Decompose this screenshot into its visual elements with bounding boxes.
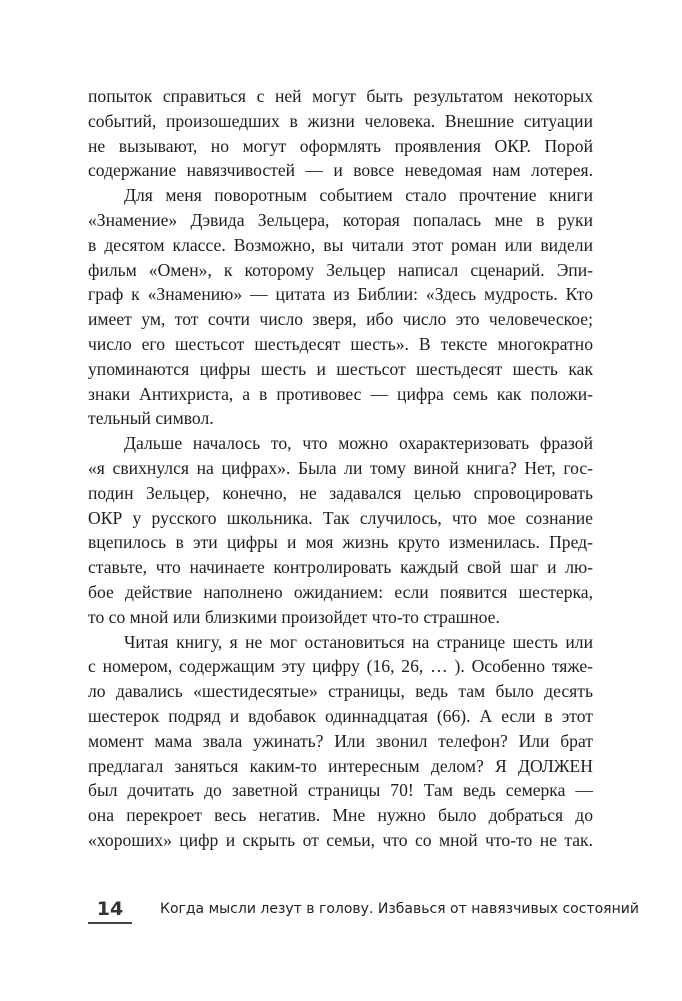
text-line: с номером, содержащим эту цифру (16, 26, … ). Особенно тяже- — [88, 656, 593, 677]
text-line: упоминаются цифры шесть и шестьсот шестьдесят шесть как — [88, 358, 593, 379]
body-text — [88, 84, 593, 853]
text-line: в десятом классе. Возможно, вы читали этот роман или видели — [88, 234, 593, 255]
text-line: тельный символ. — [88, 408, 214, 429]
text-line: момент мама звала ужинать? Или звонил телефон? Или брат — [88, 730, 593, 751]
text-line: ОКР у русского школьника. Так случилось, что мое сознание — [88, 507, 593, 528]
text-line: не вызывают, но могут оформлять проявления ОКР. Порой — [88, 135, 593, 156]
text-line: бое действие наполнено ожиданием: если появится шестерка, — [88, 581, 593, 602]
text-line: Для меня поворотным событием стало прочтение книги — [124, 185, 593, 206]
text-line: попыток справиться с ней могут быть результатом некоторых — [88, 86, 593, 106]
page-number: 14 — [88, 898, 132, 924]
text-line: она перекроет весь негатив. Мне нужно было добраться до — [88, 805, 593, 826]
text-line: «хороших» цифр и скрыть от семьи, что со мной что-то не так. — [88, 829, 593, 850]
text-line: то со мной или близкими произойдет что-то страшное. — [88, 606, 500, 627]
text-line: ставьте, что начинаете контролировать каждый свой шаг и лю- — [88, 557, 593, 578]
text-line: содержание навязчивостей — и вовсе неведомая нам лотерея. — [88, 160, 593, 181]
text-line: вцепилось в эти цифры и моя жизнь круто изменилась. Пред- — [88, 532, 593, 553]
text-line: «я свихнулся на цифрах». Была ли тому виной книга? Нет, гос- — [88, 457, 593, 478]
text-line: имеет ум, тот сочти число зверя, ибо число это человеческое; — [88, 309, 593, 330]
text-line: событий, произошедших в жизни человека. Внешние ситуации — [88, 110, 593, 131]
text-line: граф к «Знамению» — цитата из Библии: «Здесь мудрость. Кто — [88, 284, 593, 305]
text-line: шестерок подряд и вдобавок одиннадцатая (66). А если в этот — [88, 705, 593, 726]
text-line: подин Зельцер, конечно, не задавался целью спровоцировать — [88, 482, 593, 503]
text-line: был дочитать до заветной страницы 70! Там ведь семерка — — [88, 780, 593, 801]
text-line: знаки Антихриста, а в противовес — цифра семь как положи- — [88, 383, 593, 404]
text-line: ло давались «шестидесятые» страницы, ведь там было десять — [88, 681, 593, 702]
text-line: число его шестьсот шестьдесят шесть». В тексте многократно — [88, 333, 593, 354]
running-title: Когда мысли лезут в голову. Избавься от навязчивых состояний — [160, 901, 639, 917]
page-footer — [88, 898, 639, 928]
text-line: фильм «Омен», к которому Зельцер написал сценарий. Эпи- — [88, 259, 593, 280]
text-line: «Знамение» Дэвида Зельцера, которая попалась мне в руки — [88, 209, 593, 230]
text-line: предлагал заняться каким-то интересным делом? Я ДОЛЖЕН — [88, 755, 593, 776]
text-line: Читая книгу, я не мог остановиться на странице шесть или — [124, 631, 593, 652]
text-line: Дальше началось то, что можно охарактеризовать фразой — [124, 433, 593, 454]
